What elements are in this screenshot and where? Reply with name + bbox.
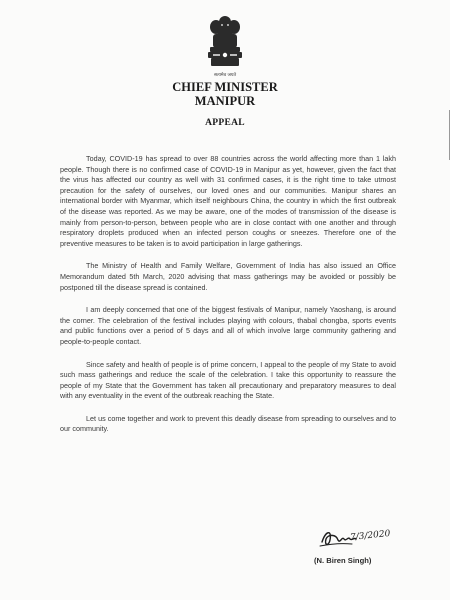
national-emblem-icon bbox=[200, 14, 250, 70]
paragraph: Since safety and health of people is of prime concern, I appeal to the people of my State to avoid such mass gatherings and reduce the scale of the celebration. I take this opportunity to reassure the people of my State that the Government has taken all precautionary and preparatory measures to deal with any eventuality in the event of the outbreak reaching the State. bbox=[60, 359, 396, 401]
title-line-manipur: MANIPUR bbox=[194, 94, 256, 108]
signature-date: 7/3/2020 bbox=[349, 528, 391, 544]
paragraph: Let us come together and work to prevent this deadly disease from spreading to ourselves and to our community. bbox=[60, 413, 396, 434]
paragraph: Today, COVID-19 has spread to over 88 countries across the world affecting more than 1 lakh people. Though there is no confirmed case of COVID-19 in Manipur as yet, however, given the fact that the virus has affected our country as well with 31 confirmed cases, it is the right time to take utmost precaution for the safety of ourselves, our loved ones and our communities. Manipur shares an international border with Myanmar, which itself neighbours China, the country in which the first outbreak of the disease was reported. As we may be aware, one of the modes of transmission of the disease is mainly from person-to-person, between people who are in close contact with one another and through respiratory droplets produced when an infected person coughs or sneezes. Therefore one of the preventive measures to be taken is to avoid participation in large gatherings. bbox=[60, 154, 396, 248]
paragraph: The Ministry of Health and Family Welfare, Government of India has also issued an Office Memorandum dated 5th March, 2020 advising that mass gatherings may be avoided or possibly be postponed till the disease spread is contained. bbox=[60, 261, 396, 292]
document-heading: APPEAL bbox=[205, 118, 245, 128]
letterhead-title bbox=[0, 80, 450, 108]
document-body bbox=[60, 154, 396, 447]
signatory-name: (N. Biren Singh) bbox=[314, 556, 372, 565]
paragraph: I am deeply concerned that one of the biggest festivals of Manipur, namely Yaoshang, is around the corner. The celebration of the festival includes playing with colours, thabal chongba, sports events and public functions over a period of 5 days and all of which involve large community gathering and people-to-people contact. bbox=[60, 305, 396, 346]
emblem-motto: सत्यमेव जयते bbox=[213, 73, 237, 78]
title-line-chief-minister: CHIEF MINISTER bbox=[172, 80, 278, 94]
